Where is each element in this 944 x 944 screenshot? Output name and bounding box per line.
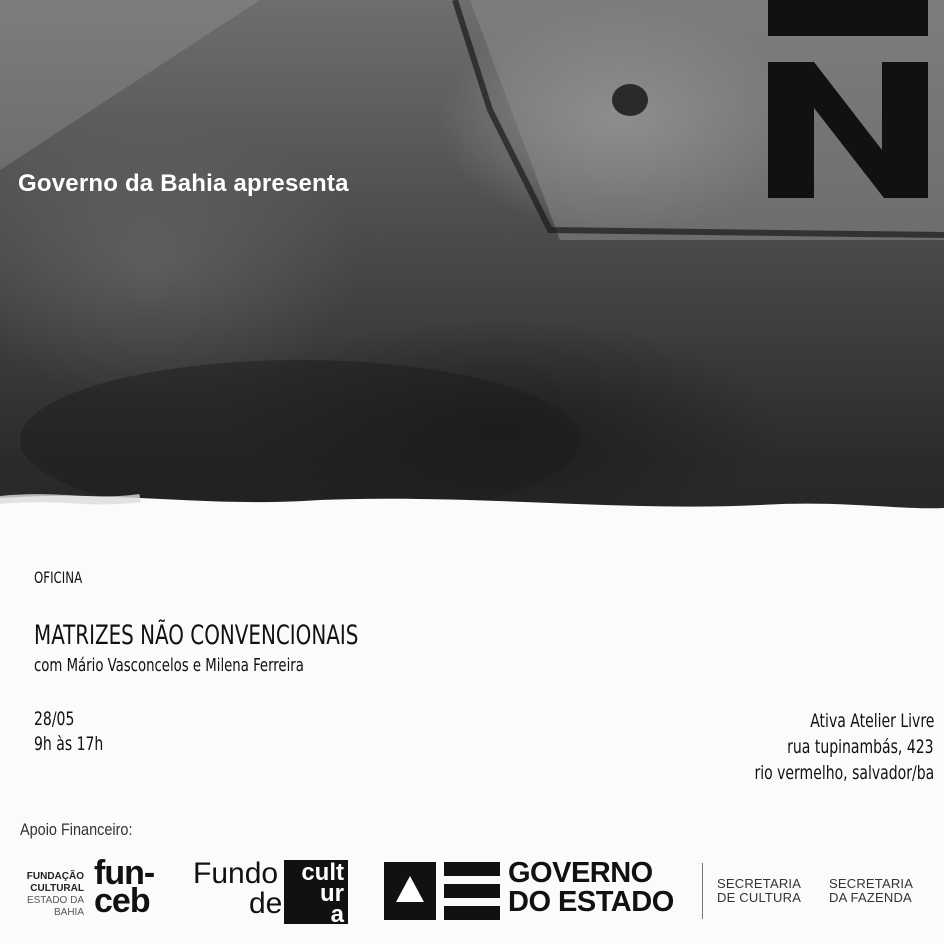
funceb-mark-bottom: ceb xyxy=(94,882,150,920)
event-time: 9h às 17h xyxy=(34,733,104,755)
secretaria-cultura-logo xyxy=(717,877,801,905)
event-title: MATRIZES NÃO CONVENCIONAIS xyxy=(34,620,359,651)
logo-divider xyxy=(702,863,703,919)
funceb-line: CULTURAL xyxy=(30,883,84,894)
cultura-box-line: cult xyxy=(301,859,344,886)
governo-estado-logo-text xyxy=(508,859,674,917)
governo-line: GOVERNO xyxy=(508,857,653,889)
light-corner-shape xyxy=(0,0,260,170)
support-label: Apoio Financeiro: xyxy=(20,820,133,839)
funceb-mark-top: fun- xyxy=(94,854,155,892)
venue-street: rua tupinambás, 423 xyxy=(787,736,934,758)
funceb-line: BAHIA xyxy=(53,907,84,918)
edge-highlight xyxy=(0,498,140,500)
fundo-de-cultura-logo xyxy=(193,859,282,919)
secretaria-line: SECRETARIA xyxy=(829,876,914,891)
cultura-box-logo xyxy=(284,859,348,928)
secretaria-line: DA FAZENDA xyxy=(829,890,912,905)
torn-edge-shape xyxy=(0,496,944,540)
presenter-tagline: Governo da Bahia apresenta xyxy=(18,170,349,197)
ink-spot xyxy=(612,84,648,116)
secretaria-fazenda-logo xyxy=(829,877,913,905)
funceb-line: FUNDAÇÃO xyxy=(26,871,84,882)
event-hosts: com Mário Vasconcelos e Milena Ferreira xyxy=(34,655,304,676)
de-word: de xyxy=(249,887,283,920)
cultura-box-line: ur xyxy=(320,880,344,907)
event-type-label: OFICINA xyxy=(34,568,83,587)
secretaria-line: DE CULTURA xyxy=(717,890,802,905)
funceb-logo-mark xyxy=(94,854,155,920)
dark-area-shape xyxy=(20,360,580,520)
sponsor-logos xyxy=(0,855,944,935)
secretaria-line: SECRETARIA xyxy=(717,876,802,891)
fundo-word: Fundo xyxy=(193,857,279,890)
estado-line: DO ESTADO xyxy=(508,886,674,918)
cultura-box-line: a xyxy=(330,901,344,928)
governo-estado-emblem-icon xyxy=(384,862,500,920)
event-date: 28/05 xyxy=(34,708,75,730)
funceb-logo-text xyxy=(20,871,84,919)
venue-city: rio vermelho, salvador/ba xyxy=(754,762,934,784)
funceb-line: ESTADO DA xyxy=(26,895,84,906)
venue-name: Ativa Atelier Livre xyxy=(809,710,934,732)
